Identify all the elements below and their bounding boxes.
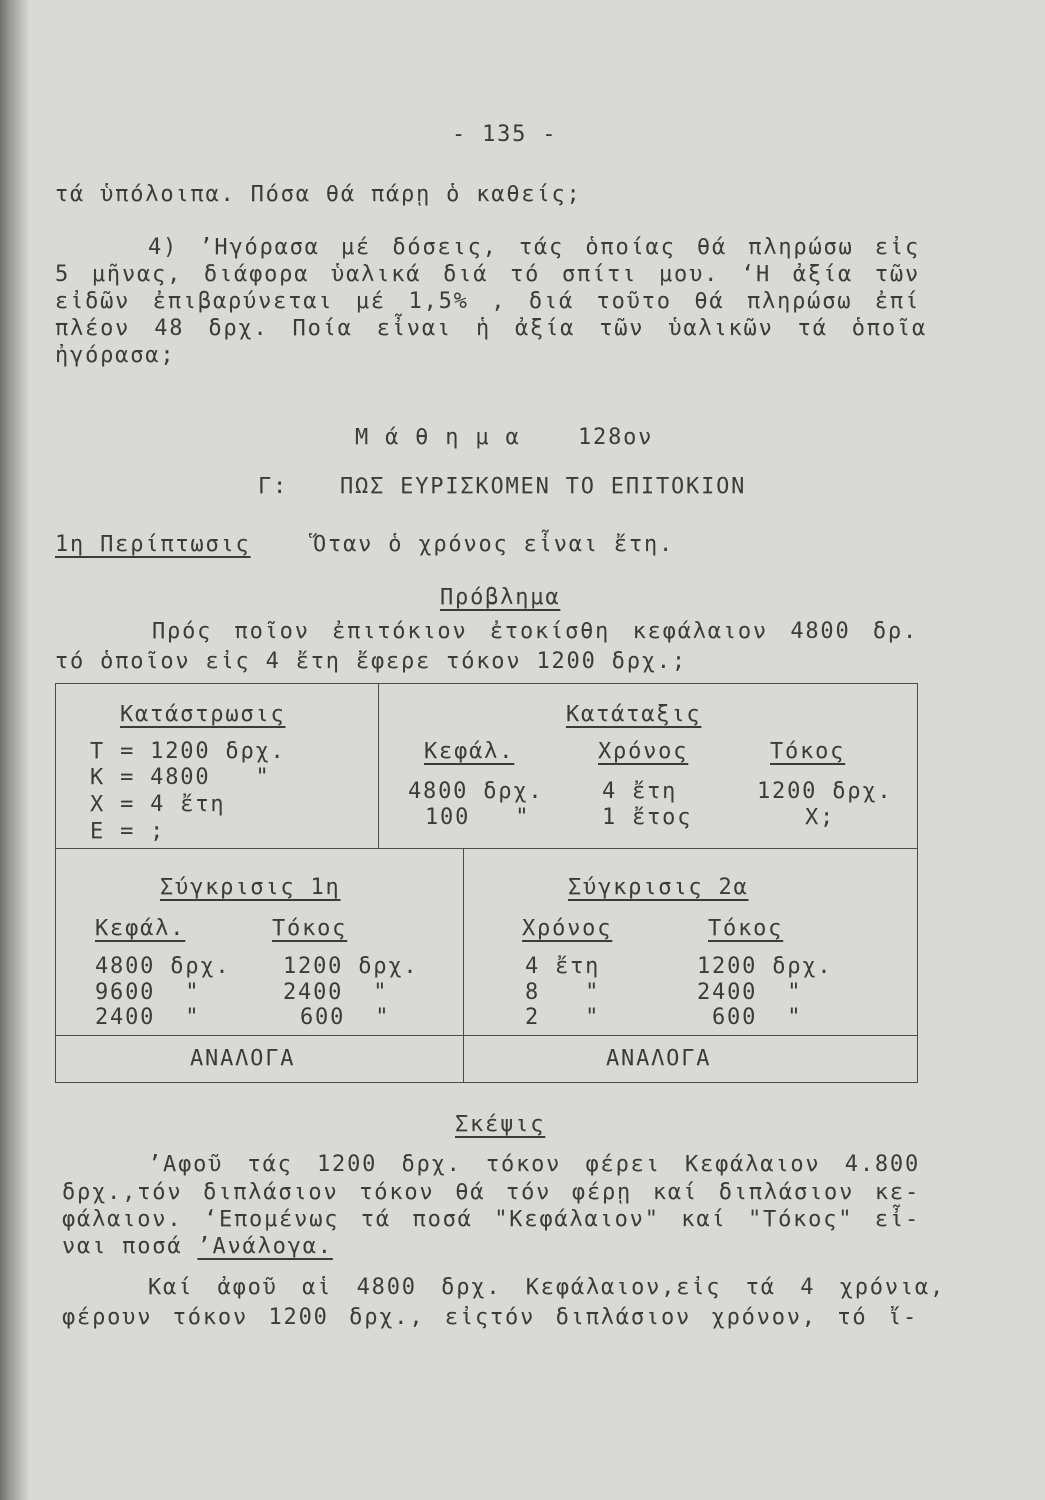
arrangement-cell: 4 ἔτη	[602, 779, 678, 804]
reasoning-line	[62, 1234, 333, 1260]
comparison-1-column-header: Τόκος	[272, 916, 348, 941]
continuation-line: Καί ἀφοῦ αἱ 4800 δρχ. Κεφάλαιον,εἰς τά 4 χρόνια,	[148, 1275, 945, 1300]
comparison-2-cell: 4 ἔτη	[525, 954, 601, 979]
comparison-2-cell: 2 "	[525, 1005, 601, 1030]
setup-line: Τ = 1200 δρχ.	[90, 739, 286, 764]
problem-4-line: ἠγόρασα;	[55, 343, 176, 368]
comparison-1-cell: 600 "	[300, 1005, 391, 1030]
section-title: ΠΩΣ ΕΥΡΙΣΚΟΜΕΝ ΤΟ ΕΠΙΤΟΚΙΟΝ	[340, 474, 747, 499]
comparison-2-heading: Σύγκρισις 2α	[568, 875, 749, 900]
comparison-1-cell: 1200 δρχ.	[283, 954, 419, 979]
arrangement-column-header: Κεφάλ.	[424, 739, 515, 764]
problem-line: Πρός ποῖον ἐπιτόκιον ἐτοκίσθη κεφάλαιον 4800 δρ.	[152, 619, 918, 644]
lesson-label: Μ ά θ η μ α	[355, 425, 521, 450]
table-divider	[463, 848, 464, 1083]
reasoning-line: φάλαιον. ‘Επομένως τά ποσά "Κεφάλαιον" καί "Τόκος" εἶ-	[62, 1207, 920, 1232]
setup-line: Χ = 4 ἔτη	[90, 792, 226, 817]
comparison-2-cell: 2400 "	[697, 980, 803, 1005]
comparison-2-column-header: Τόκος	[708, 916, 784, 941]
arrangement-cell: 4800 δρχ.	[408, 779, 544, 804]
setup-line: Ε = ;	[90, 819, 166, 844]
comparison-2-cell: 1200 δρχ.	[697, 954, 833, 979]
comparison-2-cell: 600 "	[712, 1005, 803, 1030]
reasoning-line: δρχ.,τόν διπλάσιον τόκον θά τόν φέρῃ καί διπλάσιον κε-	[62, 1180, 920, 1205]
problem-line: τό ὁποῖον εἰς 4 ἔτη ἔφερε τόκον 1200 δρχ.;	[55, 649, 687, 674]
comparison-1-cell: 9600 "	[95, 980, 201, 1005]
case-text: Ὅταν ὁ χρόνος εἶναι ἔτη.	[313, 532, 675, 557]
problem-4-line: 5 μῆνας, διάφορα ὑαλικά διά τό σπίτι μου. ‘Η ἀξία τῶν	[55, 262, 920, 287]
arrangement-cell: 100 "	[425, 805, 531, 830]
page-number: - 135 -	[452, 122, 558, 147]
lesson-number: 128ον	[578, 425, 654, 450]
comparison-1-cell: 2400 "	[283, 980, 389, 1005]
arrangement-column-header: Χρόνος	[598, 739, 689, 764]
comparison-1-column-header: Κεφάλ.	[95, 916, 186, 941]
problem-4-line: πλέον 48 δρχ. Ποία εἶναι ἡ ἀξία τῶν ὑαλικῶν τά ὁποῖα	[55, 316, 927, 341]
reasoning-emphasis: ’Ανάλογα.	[197, 1234, 333, 1259]
problem-heading: Πρόβλημα	[440, 585, 561, 610]
section-letter: Γ:	[258, 474, 289, 499]
binding-shadow	[0, 0, 30, 1500]
comparison-1-heading: Σύγκρισις 1η	[160, 875, 341, 900]
comparison-1-result: ΑΝΑΛΟΓΑ	[190, 1046, 296, 1071]
problem-4-line: εἰδῶν ἐπιβαρύνεται μέ 1,5% , διά τοῦτο θά πληρώσω ἐπί	[55, 289, 920, 314]
comparison-2-column-header: Χρόνος	[522, 916, 613, 941]
setup-heading: Κατάστρωσις	[120, 702, 286, 727]
table-divider	[55, 848, 918, 849]
table-divider	[378, 683, 379, 848]
arrangement-heading: Κατάταξις	[566, 702, 702, 727]
arrangement-cell: Χ;	[805, 805, 836, 830]
setup-line: Κ = 4800 "	[90, 765, 271, 790]
reasoning-last-line-prefix: ναι ποσά	[62, 1234, 198, 1259]
problem-4-line: 4) ’Ηγόρασα μέ δόσεις, τάς ὁποίας θά πληρώσω εἰς	[148, 235, 920, 260]
reasoning-heading: Σκέψις	[455, 1112, 546, 1137]
carryover-line: τά ὑπόλοιπα. Πόσα θά πάρῃ ὁ καθείς;	[55, 182, 582, 207]
comparison-2-cell: 8 "	[525, 980, 601, 1005]
continuation-line: φέρουν τόκον 1200 δρχ., εἰςτόν διπλάσιον χρόνον, τό ἴ-	[62, 1305, 918, 1330]
arrangement-cell: 1200 δρχ.	[757, 779, 893, 804]
comparison-1-cell: 2400 "	[95, 1005, 201, 1030]
table-divider	[55, 1035, 918, 1036]
reasoning-line: ’Αφοῦ τάς 1200 δρχ. τόκον φέρει Κεφάλαιον 4.800	[148, 1152, 920, 1177]
comparison-2-result: ΑΝΑΛΟΓΑ	[606, 1046, 712, 1071]
comparison-1-cell: 4800 δρχ.	[95, 954, 231, 979]
arrangement-cell: 1 ἔτος	[602, 805, 693, 830]
arrangement-column-header: Τόκος	[770, 739, 846, 764]
case-label: 1η Περίπτωσις	[55, 532, 251, 557]
